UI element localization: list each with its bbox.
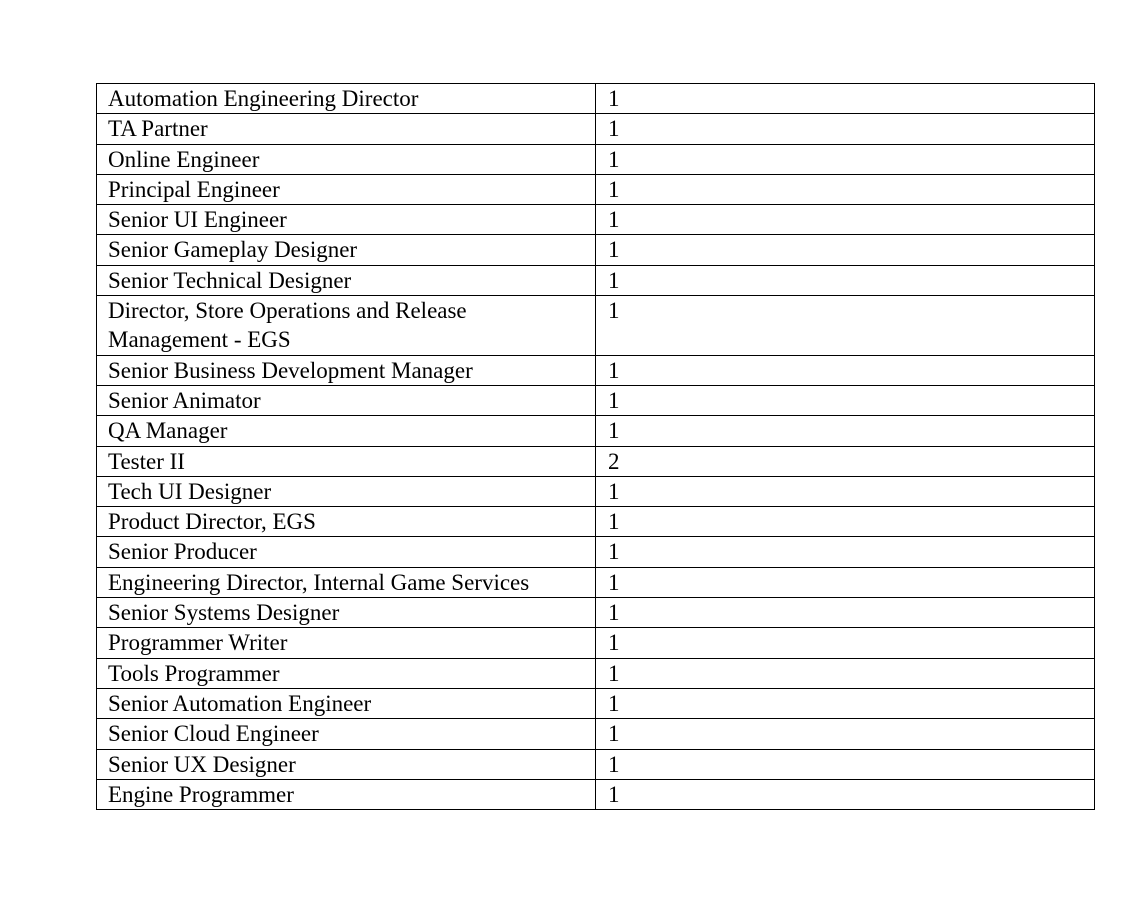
job-title-cell: Senior Cloud Engineer — [97, 719, 596, 749]
table-row — [97, 688, 1095, 718]
job-title-cell: Programmer Writer — [97, 628, 596, 658]
table-row — [97, 416, 1095, 446]
opening-count-cell: 1 — [596, 144, 1095, 174]
job-title-cell: Tools Programmer — [97, 658, 596, 688]
opening-count-cell: 1 — [596, 567, 1095, 597]
table-row — [97, 719, 1095, 749]
job-title-cell: Senior Producer — [97, 537, 596, 567]
table-row — [97, 114, 1095, 144]
opening-count-cell: 1 — [596, 235, 1095, 265]
job-title-cell: Senior Technical Designer — [97, 265, 596, 295]
table-row — [97, 296, 1095, 356]
job-title-cell: Engineering Director, Internal Game Services — [97, 567, 596, 597]
job-title-cell: Senior Business Development Manager — [97, 355, 596, 385]
job-title-cell: Tech UI Designer — [97, 476, 596, 506]
opening-count-cell: 1 — [596, 507, 1095, 537]
table-row — [97, 567, 1095, 597]
job-title-cell: Online Engineer — [97, 144, 596, 174]
job-title-cell: Tester II — [97, 446, 596, 476]
table-row — [97, 235, 1095, 265]
opening-count-cell: 1 — [596, 416, 1095, 446]
table-row — [97, 628, 1095, 658]
job-title-cell: Senior Automation Engineer — [97, 688, 596, 718]
job-title-cell: Senior UX Designer — [97, 749, 596, 779]
opening-count-cell: 1 — [596, 174, 1095, 204]
opening-count-cell: 1 — [596, 658, 1095, 688]
table-row — [97, 355, 1095, 385]
opening-count-cell: 1 — [596, 205, 1095, 235]
table-row — [97, 507, 1095, 537]
opening-count-cell: 1 — [596, 537, 1095, 567]
table-row — [97, 749, 1095, 779]
table-row — [97, 144, 1095, 174]
job-title-cell: QA Manager — [97, 416, 596, 446]
opening-count-cell: 1 — [596, 296, 1095, 356]
job-title-cell: Principal Engineer — [97, 174, 596, 204]
opening-count-cell: 1 — [596, 749, 1095, 779]
table-row — [97, 779, 1095, 809]
table-row — [97, 598, 1095, 628]
table-row — [97, 385, 1095, 415]
job-title-cell: TA Partner — [97, 114, 596, 144]
opening-count-cell: 1 — [596, 779, 1095, 809]
table-row — [97, 84, 1095, 114]
table-row — [97, 265, 1095, 295]
table-row — [97, 658, 1095, 688]
opening-count-cell: 1 — [596, 355, 1095, 385]
opening-count-cell: 1 — [596, 719, 1095, 749]
job-title-cell: Product Director, EGS — [97, 507, 596, 537]
table-row — [97, 174, 1095, 204]
job-title-cell: Senior Systems Designer — [97, 598, 596, 628]
job-title-cell: Senior UI Engineer — [97, 205, 596, 235]
opening-count-cell: 1 — [596, 598, 1095, 628]
opening-count-cell: 1 — [596, 688, 1095, 718]
job-title-cell: Senior Animator — [97, 385, 596, 415]
opening-count-cell: 1 — [596, 385, 1095, 415]
opening-count-cell: 1 — [596, 114, 1095, 144]
table-body — [97, 84, 1095, 810]
job-title-cell: Engine Programmer — [97, 779, 596, 809]
table-row — [97, 476, 1095, 506]
opening-count-cell: 1 — [596, 476, 1095, 506]
job-title-cell: Director, Store Operations and Release Management - EGS — [97, 296, 596, 356]
table-row — [97, 537, 1095, 567]
job-title-cell: Automation Engineering Director — [97, 84, 596, 114]
opening-count-cell: 1 — [596, 628, 1095, 658]
table-row — [97, 205, 1095, 235]
opening-count-cell: 1 — [596, 84, 1095, 114]
job-openings-table — [96, 83, 1095, 810]
opening-count-cell: 2 — [596, 446, 1095, 476]
opening-count-cell: 1 — [596, 265, 1095, 295]
job-title-cell: Senior Gameplay Designer — [97, 235, 596, 265]
table-row — [97, 446, 1095, 476]
